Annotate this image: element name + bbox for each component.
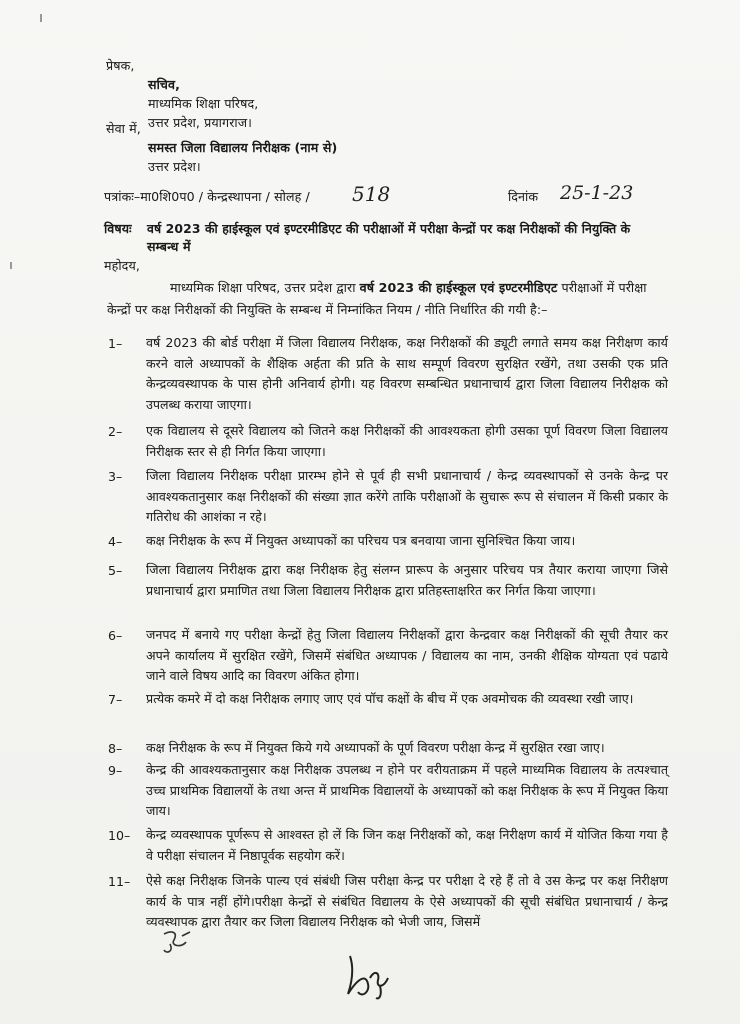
point-number: 6– <box>108 628 123 643</box>
point-number: 9– <box>108 763 123 778</box>
intro-line-1-c: परीक्षाओं में परीक्षा <box>557 280 647 295</box>
reference-date-value: 25-1-23 <box>560 182 634 204</box>
sender-label: प्रेषक, <box>106 58 135 73</box>
point-text: कक्ष निरीक्षक के रूप में नियुक्त अध्यापकों का परिचय पत्र बनवाया जाना सुनिश्चित किया जाय। <box>146 533 576 548</box>
point-number: 4– <box>108 534 123 549</box>
point-text: कक्ष निरीक्षक के रूप में नियुक्त किये गये अध्यापकों के पूर्ण विवरण परीक्षा केन्द्र में सुरक्षित रखा जाए। <box>146 740 605 755</box>
intro-line-1 <box>170 279 647 297</box>
point-number: 3– <box>108 469 123 484</box>
point-number: 1– <box>108 336 123 351</box>
signature-mark <box>340 948 400 1008</box>
point-text: एक विद्यालय से दूसरे विद्यालय को जितने कक्ष निरीक्षकों की आवश्यकता होगी उसका पूर्ण विवरण जिला विद्यालय निरीक्षक स्तर से ही निर्गत किया जाएगा। <box>146 423 668 459</box>
subject-line-1: वर्ष 2023 की हाईस्कूल एवं इण्टरमीडिएट की परीक्षाओं में परीक्षा केन्द्रों पर कक्ष निरीक्षकों की नियुक्ति के <box>147 221 631 236</box>
reference-patrank: पत्रांकः–मा0शि0प0 / केन्द्रस्थापना / सोलह / <box>104 189 310 204</box>
point-text: वर्ष 2023 की बोर्ड परीक्षा में जिला विद्यालय निरीक्षक, कक्ष निरीक्षकों की ड्यूटी लगाते समय कक्ष निरीक्षण कार्य करने वाले अध्यापकों के शैक्षिक अर्हता की प्रति के साथ सम्पूर्ण विवरण सुरक्षित रखेंगे, तथा उसकी एक प्रति केन्द्रव्यवस्थापक के पास होनी अनिवार्य होगी। यह विवरण सम्बन्धित प्रधानाचार्य द्वारा जिला विद्यालय निरीक्षक को उपलब्ध कराया जाएगा। <box>146 335 668 412</box>
point-text: केन्द्र की आवश्यकतानुसार कक्ष निरीक्षक उपलब्ध न होने पर वरीयताक्रम में पहले माध्यमिक विद्यालय के तत्पश्चात् उच्च प्राथमिक विद्यालयों के तथा अन्त में प्राथमिक विद्यालयों के अध्यापकों को कक्ष निरीक्षक के रूप में नियुक्त किया जाय। <box>146 762 668 818</box>
point-number: 8– <box>108 741 123 756</box>
subject-line-2: सम्बन्ध में <box>147 239 191 254</box>
punch-mark <box>40 14 42 22</box>
reference-number: 518 <box>352 182 391 206</box>
recipient-place: उत्तर प्रदेश। <box>148 159 201 174</box>
point-number: 2– <box>108 424 123 439</box>
point-number: 5– <box>108 563 123 578</box>
point-number: 7– <box>108 692 123 707</box>
sender-org: माध्यमिक शिक्षा परिषद, <box>148 96 259 111</box>
sender-title: सचिव, <box>148 77 180 92</box>
point-text: ऐसे कक्ष निरीक्षक जिनके पाल्य एवं संबंधी जिस परीक्षा केन्द्र पर परीक्षा दे रहे हैं तो वे उस केन्द्र पर कक्ष निरीक्षण कार्य के पात्र नहीं होंगे।परीक्षा केन्द्रों से संबंधित विद्यालय के ऐसे अध्यापकों की सूची संबंधित प्रधानाचार्य / केन्द्र व्यवस्थापक द्वारा तैयार कर जिला विद्यालय निरीक्षक को भेजी जाय, जिसमें <box>146 873 668 929</box>
point-text: जिला विद्यालय निरीक्षक परीक्षा प्रारम्भ होने से पूर्व ही सभी प्रधानाचार्य / केन्द्र व्यवस्थापकों से उनके केन्द्र पर आवश्यकतानुसार कक्ष निरीक्षकों की संख्या ज्ञात करेंगे ताकि परीक्षाओं के सुचारू रूप से संचालन में किसी प्रकार के गतिरोध की आशंका न रहे। <box>146 468 668 524</box>
reference-date-label: दिनांक <box>508 189 539 204</box>
recipient-label: सेवा में, <box>106 121 141 136</box>
point-text: केन्द्र व्यवस्थापक पूर्णरूप से आश्वस्त हो लें कि जिन कक्ष निरीक्षकों को, कक्ष निरीक्षण कार्य में योजित किया गया है वे परीक्षा संचालन में निष्ठापूर्वक सहयोग करें। <box>146 827 668 863</box>
edge-mark <box>10 262 12 269</box>
intro-line-2: केन्द्रों पर कक्ष निरीक्षकों की नियुक्ति के सम्बन्ध में निम्नांकित नियम / नीति निर्धारित की गयी है:– <box>107 302 548 317</box>
point-number: 10– <box>108 828 131 843</box>
intro-line-1-a: माध्यमिक शिक्षा परिषद, उत्तर प्रदेश द्वारा <box>170 280 360 295</box>
point-text: जनपद में बनाये गए परीक्षा केन्द्रों हेतु जिला विद्यालय निरीक्षकों द्वारा केन्द्रवार कक्ष निरीक्षकों की सूची तैयार कर अपने कार्यालय में सुरक्षित रखेंगे, जिसमें संबंधित अध्यापक / विद्यालय का नाम, उनकी शैक्षिक योग्यता एवं पढाये जाने वाले विषय आदि का विवरण अंकित होगा। <box>146 627 668 683</box>
intro-line-1-bold: वर्ष 2023 की हाईस्कूल एवं इण्टरमीडिएट <box>359 280 558 295</box>
point-number: 11– <box>108 874 131 889</box>
sender-place: उत्तर प्रदेश, प्रयागराज। <box>148 115 253 130</box>
initials-mark <box>160 928 200 958</box>
point-text: जिला विद्यालय निरीक्षक द्वारा कक्ष निरीक्षक हेतु संलग्न प्रारूप के अनुसार परिचय पत्र तैयार कराया जाएगा जिसे प्रधानाचार्य द्वारा प्रमाणित तथा जिला विद्यालय निरीक्षक द्वारा प्रतिहस्ताक्षरित कर निर्गत किया जाएगा। <box>146 562 668 598</box>
subject-label: विषयः <box>104 221 132 236</box>
salutation: महोदय, <box>104 258 140 273</box>
point-text: प्रत्येक कमरे में दो कक्ष निरीक्षक लगाए जाए एवं पॉच कक्षों के बीच में एक अवमोचक की व्यवस्था रखी जाए। <box>146 691 634 706</box>
recipient-title: समस्त जिला विद्यालय निरीक्षक (नाम से) <box>148 140 338 155</box>
